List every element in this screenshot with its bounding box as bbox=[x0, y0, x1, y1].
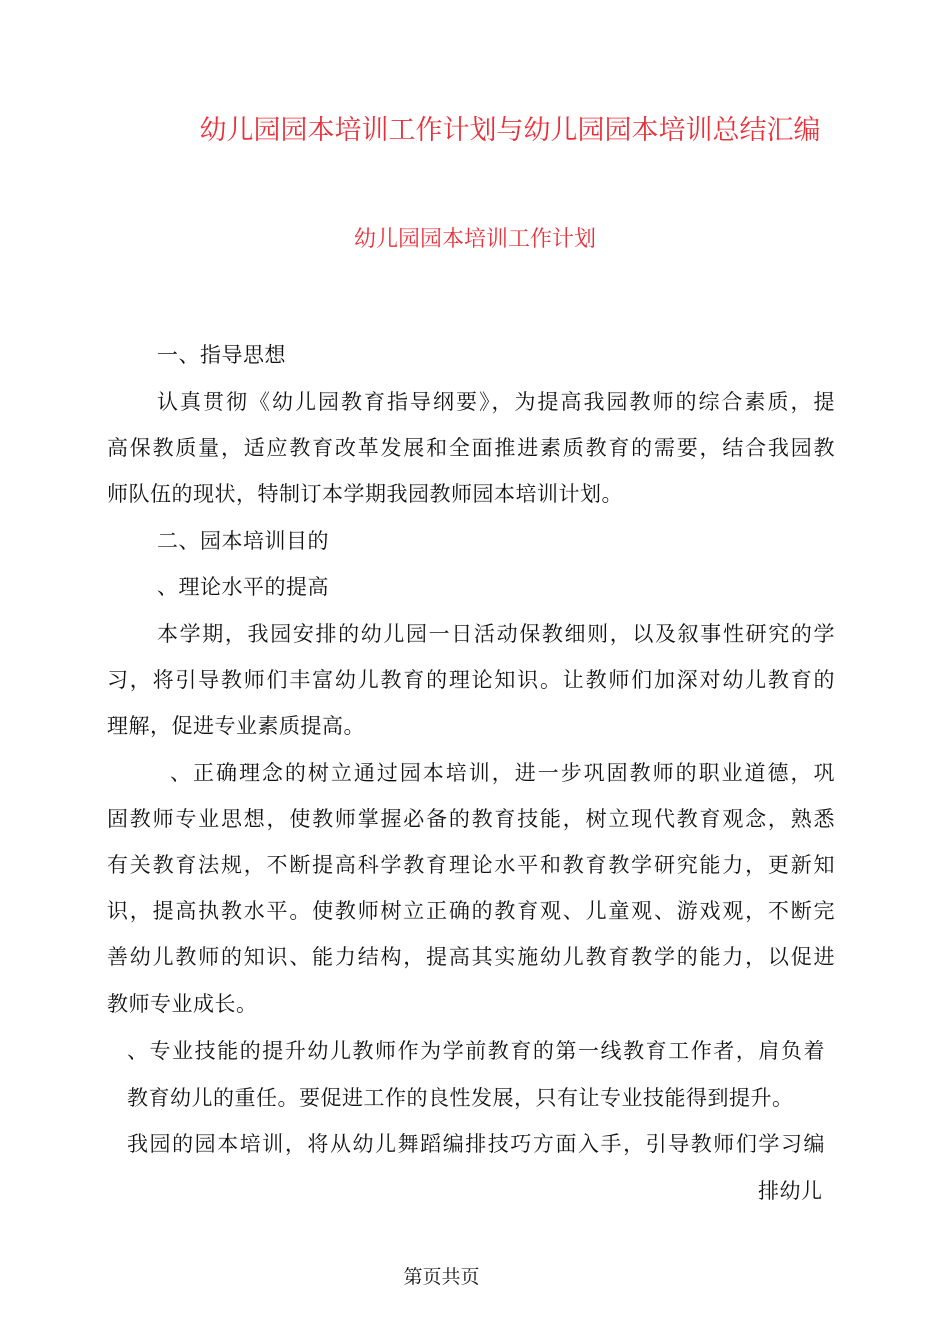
body-line: 我园的园本培训，将从幼儿舞蹈编排技巧方面入手，引导教师们学习编 bbox=[127, 1132, 825, 1156]
heading-guiding-ideology: 一、指导思想 bbox=[157, 343, 286, 367]
body-line: 识，提高执教水平。使教师树立正确的教育观、儿童观、游戏观，不断完 bbox=[107, 899, 835, 923]
body-line: 师队伍的现状，特制订本学期我园教师园本培训计划。 bbox=[107, 482, 623, 506]
document-sub-title: 幼儿园园本培训工作计划 bbox=[353, 227, 596, 252]
document-main-title: 幼儿园园本培训工作计划与幼儿园园本培训总结汇编 bbox=[199, 115, 821, 146]
page-footer: 第页共页 bbox=[403, 1266, 480, 1288]
body-line: 教育幼儿的重任。要促进工作的良性发展，只有让专业技能得到提升。 bbox=[127, 1086, 794, 1110]
body-line: 善幼儿教师的知识、能力结构，提高其实施幼儿教育教学的能力，以促进 bbox=[107, 945, 835, 969]
body-line: 、正确理念的树立通过园本培训，进一步巩固教师的职业道德，巩 bbox=[170, 761, 835, 785]
body-line: 理解，促进专业素质提高。 bbox=[107, 714, 365, 738]
body-line: 教师专业成长。 bbox=[107, 992, 258, 1016]
body-line: 本学期，我园安排的幼儿园一日活动保教细则，以及叙事性研究的学 bbox=[157, 622, 835, 646]
body-line: 、专业技能的提升幼儿教师作为学前教育的第一线教育工作者，肩负着 bbox=[127, 1039, 825, 1063]
body-line: 认真贯彻《幼儿园教育指导纲要》，为提高我园教师的综合素质，提 bbox=[157, 390, 835, 414]
body-line: 有关教育法规，不断提高科学教育理论水平和教育教学研究能力，更新知 bbox=[107, 853, 835, 877]
heading-training-goals: 二、园本培训目的 bbox=[157, 529, 329, 553]
body-line: 排幼儿 bbox=[758, 1179, 823, 1203]
body-line: 高保教质量，适应教育改革发展和全面推进素质教育的需要，结合我园教 bbox=[107, 436, 835, 460]
body-line: 习，将引导教师们丰富幼儿教育的理论知识。让教师们加深对幼儿教育的 bbox=[107, 668, 835, 692]
subheading-theory-level: 、理论水平的提高 bbox=[157, 575, 329, 599]
body-line: 固教师专业思想，使教师掌握必备的教育技能，树立现代教育观念，熟悉 bbox=[107, 807, 835, 831]
